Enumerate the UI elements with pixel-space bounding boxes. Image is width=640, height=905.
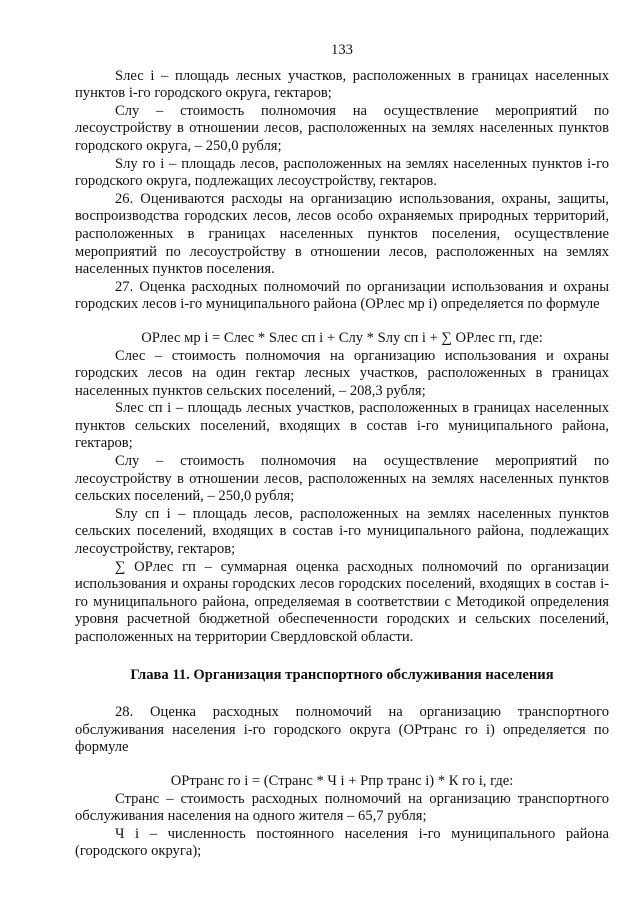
document-page bbox=[75, 42, 609, 861]
paragraph-c-lu-rural: Слу – стоимость полномочия на осуществление мероприятий по лесоустройству в отношении лесов, расположенных на землях населенных пунктов сельских поселений, – 250,0 рубля; bbox=[75, 453, 609, 505]
formula-or-trans-go: ОРтранс го i = (Странс * Ч i + Рпр транс i) * К го i, где: bbox=[170, 772, 514, 789]
chapter-heading: Глава 11. Организация транспортного обслуживания населения bbox=[130, 666, 554, 683]
paragraph-c-trans: Странс – стоимость расходных полномочий на организацию транспортного обслуживания населения на одного жителя – 65,7 рубля; bbox=[75, 790, 609, 825]
paragraph-sum-or-les-gp: ∑ ОРлес гп – суммарная оценка расходных полномочий по организации использования и охраны городских лесов городских поселений, входящих в состав i-го муниципального района, определяемая в соответствии с Методикой определения уровня расчетной бюджетной обеспеченности городских и сельских поселений, расположенных на территории Свердловской области. bbox=[75, 558, 609, 645]
paragraph-s-les-sp: Sлес сп i – площадь лесных участков, расположенных в границах населенных пунктов сельских поселений, входящих в состав i-го муниципального района, гектаров; bbox=[75, 400, 609, 452]
paragraph-ch-i: Ч i – численность постоянного населения i-го муниципального района (городского округа); bbox=[75, 825, 609, 860]
paragraph-item-28: 28. Оценка расходных полномочий на организацию транспортного обслуживания населения i-го городского округа (ОРтранс го i) определяется по формуле bbox=[75, 704, 609, 756]
paragraph-c-lu-city: Слу – стоимость полномочия на осуществление мероприятий по лесоустройству в отношении лесов, расположенных на землях населенных пунктов городского округа, – 250,0 рубля; bbox=[75, 102, 609, 154]
paragraph-item-27: 27. Оценка расходных полномочий по организации использования и охраны городских лесов i-го муниципального района (ОРлес мр i) определяется по формуле bbox=[75, 278, 609, 313]
paragraph-s-lu-go: Sлу го i – площадь лесов, расположенных на землях населенных пунктов i-го городского округа, подлежащих лесоустройству, гектаров. bbox=[75, 155, 609, 190]
paragraph-s-les: Sлес i – площадь лесных участков, расположенных в границах населенных пунктов i-го городского округа, гектаров; bbox=[75, 67, 609, 102]
formula-or-les-mr: ОРлес мр i = Слес * Sлес сп i + Слу * Sлу сп i + ∑ ОРлес гп, где: bbox=[141, 329, 543, 346]
paragraph-c-les: Слес – стоимость полномочия на организацию использования и охраны городских лесов на один гектар лесных участков, расположенных в границах населенных пунктов сельских поселений, – 208,3 рубля; bbox=[75, 347, 609, 399]
page-number: 133 bbox=[331, 42, 353, 58]
paragraph-item-26: 26. Оцениваются расходы на организацию использования, охраны, защиты, воспроизводства городских лесов, лесов особо охраняемых природных территорий, расположенных в границах населенных пунктов поселения, осуществление мероприятий по лесоустройству в отношении лесов, расположенных на землях населенных пунктов поселения. bbox=[75, 190, 609, 278]
paragraph-s-lu-sp: Sлу сп i – площадь лесов, расположенных на землях населенных пунктов сельских поселений, входящих в состав i-го муниципального района, подлежащих лесоустройству, гектаров; bbox=[75, 505, 609, 558]
